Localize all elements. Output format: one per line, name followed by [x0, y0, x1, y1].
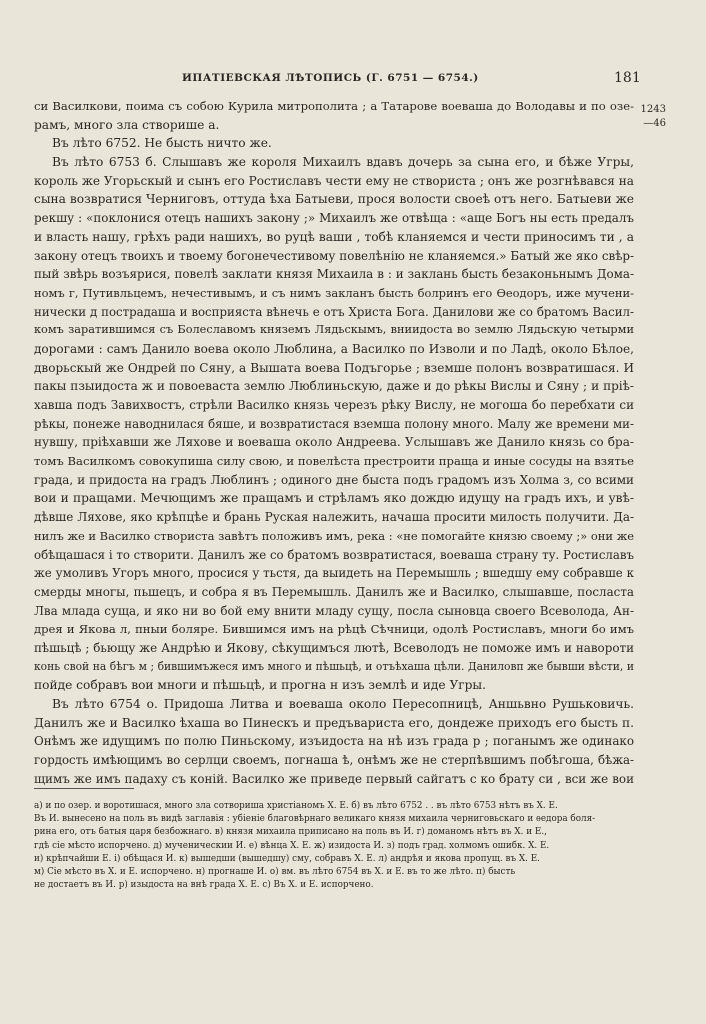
- margin-year-start: 1243: [640, 104, 666, 115]
- text-line: король же Угорьскый и сынъ его Ростиславъ чести ему не створиста ; онъ же розгнѣвався на: [34, 173, 634, 188]
- text-line: щимъ же имъ падаху съ коній. Василко же приведе первый сайгатъ с ко брату си , вси же вои: [34, 771, 634, 786]
- text-line: дворьскый же Ондрей по Сяну, а Вышата воева Подъгорье ; вземше полонъ возвратишася. И: [34, 360, 634, 375]
- text-line: же умоливъ Угоръ много, просися у тьстя, да выидеть на Перемышль ; вшедшу ему собравше к: [34, 566, 634, 581]
- text-line: нически д пострадаша и восприяста вѣнечь е отъ Христа Бога. Данилови же со братомъ Васил-: [34, 304, 634, 319]
- footnote-line: гдѣ сіе мѣсто испорчено. д) мученическии И. е) вѣнца Х. Е. ж) изидоста И. з) подъ град. холмомъ ошибк. Х. Е.: [34, 840, 550, 851]
- text-line: града, и придоста на градъ Люблинъ ; одиного дне быста подъ градомъ изъ Холма з, со всими: [34, 472, 634, 487]
- text-line: рѣкы, понеже наводнилася бяше, и возвратистася вземша полону много. Малу же времени ми-: [34, 416, 634, 431]
- footnote-line: а) и по озер. и воротишася, много зла сотвориша христіаномъ Х. Е. б) въ лѣто 6752 . . въ лѣто 6753 нѣтъ въ Х. Е.: [34, 801, 558, 811]
- text-line: си Василкови, поима съ собою Курила митрополита ; а Татарове воеваша до Володавы и по озе-: [34, 99, 634, 113]
- text-line: дорогами : самъ Данило воева около Люблина, а Василко по Изволи и по Ладѣ, около Бѣлое,: [34, 341, 634, 356]
- text-line: смерды многы, пьшецъ, и собра я въ Перемышль. Данилъ же и Василко, слышавше, посласта: [34, 584, 634, 599]
- text-line: нилъ же и Василко створиста завѣтъ положивъ имъ, река : «не помогайте князю своему ;» они же: [34, 528, 634, 543]
- footnote-line: Въ И. вынесено на поль въ видѣ заглавія : убіеніе благовѣрнаго великаго князя михаила черниговьскаго и ѳедора боля-: [34, 814, 596, 825]
- margin-year-end: —46: [643, 118, 666, 129]
- text-line: вои и пращами. Мечющимъ же пращамъ и стрѣламъ яко дождю идущу на градъ ихъ, и увѣ-: [34, 491, 634, 506]
- text-line: дрея и Якова л, пныи боляре. Бившимся имъ на рѣцѣ Сѣчници, одолѣ Ростиславъ, многи бо имъ: [34, 622, 634, 637]
- text-line: Данилъ же и Василко ѣхаша во Пинескъ и предъвариста его, дондеже приходъ его бысть п.: [34, 715, 634, 730]
- text-line: томъ Василкомъ совокупиша силу свою, и повелѣста престроити праща и иные сосуды на взятье: [34, 454, 634, 469]
- page-header: [0, 70, 706, 90]
- text-line: Лва млада суща, и яко ни во бой ему внити младу сущу, посла сыновца своего Всеволода, Ан-: [34, 603, 634, 618]
- text-line: дѣвше Ляхове, яко крѣпцѣе и брань Руская належить, начаша просити милость получити. Да-: [34, 510, 634, 525]
- text-line: закону отецъ твоихъ и твоему богонечестивому повелѣнію не кланяемся.» Батый же яко свѣр-: [34, 248, 634, 263]
- text-line: пойде собравъ вои многи и пѣшьцѣ, и прогна н изъ землѣ и иде Угры.: [34, 678, 487, 693]
- text-line: пый звѣрь возъярися, повелѣ заклати князя Михаила в : и заклань бысть безаконьнымъ Дома-: [34, 267, 634, 282]
- text-line: комъ заратившимся съ Болеславомъ княземъ Лядьскымъ, вниидоста во землю Лядьскую четырми: [34, 323, 634, 337]
- footnote-line: м) Сіе мѣсто въ Х. и Е. испорчено. н) прогнаше И. о) вм. въ лѣто 6754 въ Х. и Е. въ то же лѣто. п) бысть: [34, 866, 516, 877]
- margin-years: [636, 103, 666, 131]
- page-number: 181: [614, 70, 641, 86]
- footnote-line: и) крѣпчайши Е. і) обѣщася И. к) вышедши (вышедшу) сму, собравъ Х. Е. л) андрѣя и якова пропущ. въ Х. Е.: [34, 853, 540, 864]
- text-line: Въ лѣто 6754 о. Придоша Литва и воеваша около Пересопницѣ, Аншьвно Рушьковичь.: [52, 697, 634, 711]
- text-line: рекшу : «поклонися отецъ нашихъ закону ;» Михаилъ же отвѣща : «аще Богъ ны есть предалъ: [34, 211, 634, 226]
- text-line: Въ лѣто 6753 б. Слышавъ же короля Михаилъ вдавъ дочерь за сына его, и бѣже Угры,: [52, 155, 634, 170]
- footnote-line: рина его, отъ батыя царя безбожнаго. в) князя михаила приписано на поль въ И. г) доманомъ нѣтъ въ Х. и Е.,: [34, 827, 547, 838]
- text-line: Въ лѣто 6752. Не бысть ничто же.: [52, 136, 272, 151]
- text-line: нувшу, пріѣхавши же Ляхове и воеваша около Андреева. Услышавъ же Данило князь со бра-: [34, 435, 634, 450]
- footnotes: [34, 800, 646, 892]
- chronicle-text: [34, 97, 634, 788]
- text-line: рамъ, много зла створише а.: [34, 117, 220, 132]
- text-line: пакы пзыидоста ж и повоеваста землю Люблиньскую, даже и до рѣкы Вислы и Сяну ; и пріѣ-: [34, 379, 634, 394]
- text-line: и власть нашу, грѣхъ ради нашихъ, во руцѣ ваши , тобѣ кланяемся и чести приносимъ ти , а: [34, 229, 634, 244]
- text-line: пѣшьцѣ ; бьющу же Андрѣю и Якову, сѣкущимъся лютѣ, Всеволодъ не поможе имъ и навороти: [34, 640, 634, 655]
- footnote-divider: [34, 788, 134, 789]
- text-line: обѣщашася і то створити. Данилъ же со братомъ возвратистася, воеваша страну ту. Ростиславъ: [34, 547, 634, 562]
- text-line: хавша подъ Завихвостъ, стрѣли Василко князь черезъ рѣку Вислу, не могоша бо перебхати си: [34, 398, 634, 412]
- text-line: Онѣмъ же идущимъ по полю Пиньскому, изъидоста на нѣ изъ града р ; поганымъ же одинако: [34, 734, 634, 749]
- text-line: номъ г, Путивльцемъ, нечестивымъ, и съ нимъ закланъ бысть болринъ его Ѳеодоръ, иже мучени-: [34, 285, 634, 300]
- text-line: сына возвратися Черниговъ, оттуда ѣха Батыеви, прося волости своеѣ отъ него. Батыеви же: [34, 192, 634, 207]
- text-line: гордость имѣющимъ во серлци своемъ, погнаша ѣ, онѣмъ же не стерпѣвшимъ побѣгоша, бѣжа-: [34, 753, 634, 768]
- footnote-line: не достаетъ въ И. р) изыдоста на внѣ града Х. Е. с) Въ Х. и Е. испорчено.: [34, 880, 374, 891]
- running-title: ИПАТІЕВСКАЯ ЛѢТОПИСЬ (Г. 6751 — 6754.): [182, 72, 479, 84]
- text-line: конь свой на бѣгъ м ; бившимъжеся имъ много и пѣшьцѣ, и отъѣхаша цѣли. Даниловп же бывши вѣсти, и: [34, 659, 634, 673]
